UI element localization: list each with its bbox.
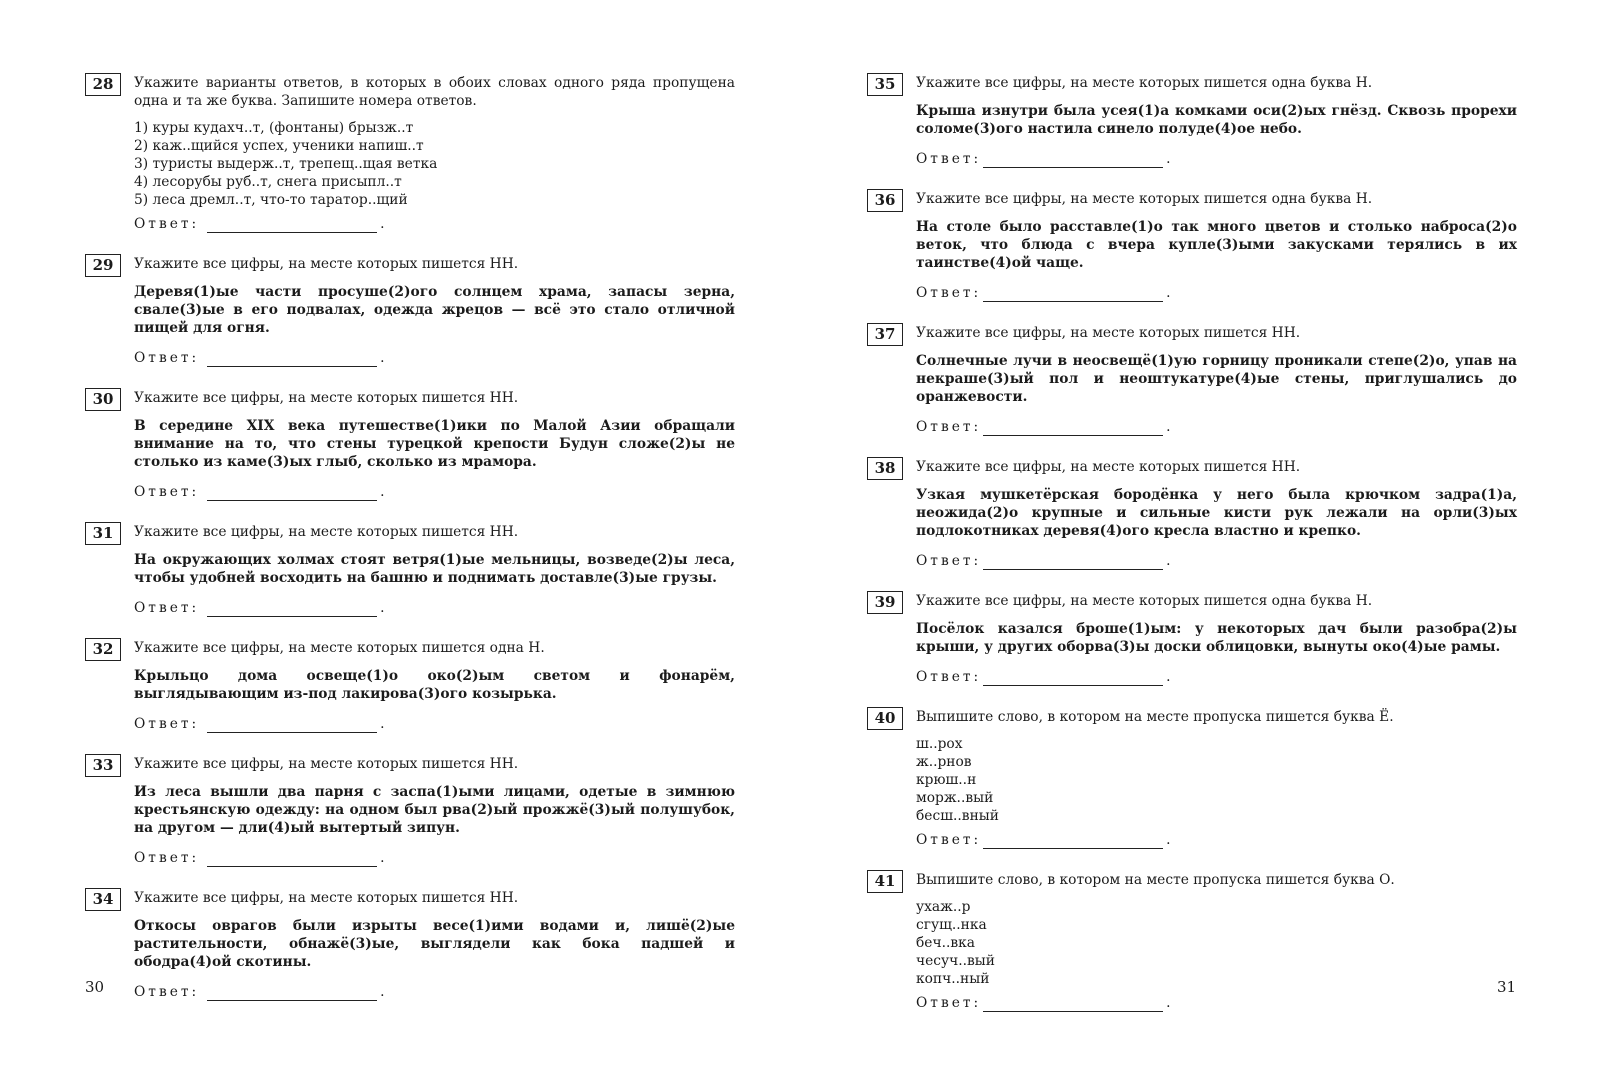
page-number-right: 31 xyxy=(1497,978,1517,996)
word-list xyxy=(916,898,1517,988)
task-number: 28 xyxy=(85,73,121,96)
answer-blank[interactable] xyxy=(207,603,377,617)
task-28 xyxy=(85,74,735,233)
word-item: ухаж..р xyxy=(916,899,971,915)
answer-row: Ответ: . xyxy=(134,600,385,616)
task-question: Укажите все цифры, на месте которых пишется одна буква Н. xyxy=(916,75,1373,91)
word-item: ш..рох xyxy=(916,736,963,752)
option-item: 3) туристы выдерж..т, трепещ..щая ветка xyxy=(134,156,438,172)
task-37 xyxy=(867,324,1517,436)
answer-label: Ответ: xyxy=(134,216,200,232)
answer-blank[interactable] xyxy=(207,487,377,501)
answer-label: Ответ: xyxy=(134,984,200,1000)
answer-label: Ответ: xyxy=(134,484,200,500)
answer-blank[interactable] xyxy=(983,556,1163,570)
answer-label: Ответ: xyxy=(134,716,200,732)
task-29 xyxy=(85,255,735,367)
answer-row: Ответ: . xyxy=(916,419,1171,435)
task-number: 39 xyxy=(867,591,903,614)
task-text: На окружающих холмах стоят ветря(1)ые мельницы, возведе(2)ы леса, чтобы удобней восходить на башню и поднимать доставле(3)ые грузы. xyxy=(134,552,735,586)
task-question: Укажите все цифры, на месте которых пишется НН. xyxy=(134,256,519,272)
task-text: Крыльцо дома освеще(1)о око(2)ым светом и фонарём, выглядывающим из-под лакирова(3)ого козырька. xyxy=(134,668,735,702)
task-number: 35 xyxy=(867,73,903,96)
task-30 xyxy=(85,389,735,501)
task-text: Посёлок казался броше(1)ым: у некоторых дач были разобра(2)ы крыши, у других оборва(3)ы доски облицовки, вынуты око(4)ые рамы. xyxy=(916,621,1517,655)
task-34 xyxy=(85,889,735,1001)
option-item: 2) каж..щийся успех, ученики напиш..т xyxy=(134,138,424,154)
task-text: Солнечные лучи в неосвещё(1)ую горницу проникали степе(2)о, упав на некраше(3)ый пол и неоштукатуре(4)ые стены, приглушались до оранжевости. xyxy=(916,353,1517,405)
answer-blank[interactable] xyxy=(207,353,377,367)
answer-blank[interactable] xyxy=(983,288,1163,302)
task-question: Укажите все цифры, на месте которых пишется одна буква Н. xyxy=(916,593,1373,609)
word-item: морж..вый xyxy=(916,790,994,806)
answer-blank[interactable] xyxy=(983,672,1163,686)
word-item: бесш..вный xyxy=(916,808,999,824)
answer-label: Ответ: xyxy=(134,600,200,616)
task-number: 34 xyxy=(85,888,121,911)
task-question: Укажите все цифры, на месте которых пишется одна Н. xyxy=(134,640,545,656)
task-question: Выпишите слово, в котором на месте пропуска пишется буква Ё. xyxy=(916,709,1394,725)
task-number: 38 xyxy=(867,457,903,480)
option-item: 4) лесорубы руб..т, снега присыпл..т xyxy=(134,174,402,190)
page-number-left: 30 xyxy=(85,978,105,996)
answer-label: Ответ: xyxy=(134,850,200,866)
answer-label: Ответ: xyxy=(916,419,982,435)
task-text: В середине XIX века путешестве(1)ики по Малой Азии обращали внимание на то, что стены турецкой крепости Будун сложе(2)ы не столько из каме(3)ых глыб, сколько из мрамора. xyxy=(134,418,735,470)
answer-row: Ответ: . xyxy=(134,984,385,1000)
task-number: 41 xyxy=(867,870,903,893)
answer-row: Ответ: . xyxy=(134,216,385,232)
answer-row: Ответ: . xyxy=(134,350,385,366)
task-question: Укажите все цифры, на месте которых пишется НН. xyxy=(134,390,519,406)
answer-blank[interactable] xyxy=(207,853,377,867)
task-number: 33 xyxy=(85,754,121,777)
answer-row: Ответ: . xyxy=(916,553,1171,569)
option-item: 1) куры кудахч..т, (фонтаны) брызж..т xyxy=(134,120,414,136)
answer-label: Ответ: xyxy=(916,285,982,301)
task-number: 37 xyxy=(867,323,903,346)
word-item: сгущ..нка xyxy=(916,917,987,933)
task-question: Укажите варианты ответов, в которых в обоих словах одного ряда пропущена одна и та же буква. Запишите номера ответов. xyxy=(134,75,735,109)
answer-blank[interactable] xyxy=(983,154,1163,168)
answer-blank[interactable] xyxy=(207,987,377,1001)
task-text: Крыша изнутри была усея(1)а комками оси(2)ых гнёзд. Сквозь прорехи соломе(3)ого настила синело полуде(4)ое небо. xyxy=(916,103,1517,137)
task-text: Узкая мушкетёрская бородёнка у него была крючком задра(1)а, неожида(2)о крупные и сильные кисти рук лежали на орли(3)ых подлокотниках деревя(4)ого кресла властно и крепко. xyxy=(916,487,1517,539)
task-number: 29 xyxy=(85,254,121,277)
task-40 xyxy=(867,708,1517,849)
word-list xyxy=(916,735,1517,825)
answer-label: Ответ: xyxy=(916,669,982,685)
answer-blank[interactable] xyxy=(207,719,377,733)
word-item: крюш..н xyxy=(916,772,977,788)
answer-blank[interactable] xyxy=(983,998,1163,1012)
task-39 xyxy=(867,592,1517,686)
answer-row: Ответ: . xyxy=(916,832,1171,848)
task-question: Укажите все цифры, на месте которых пишется НН. xyxy=(134,890,519,906)
answer-row: Ответ: . xyxy=(916,285,1171,301)
answer-row: Ответ: . xyxy=(134,484,385,500)
task-number: 40 xyxy=(867,707,903,730)
answer-label: Ответ: xyxy=(916,832,982,848)
task-number: 31 xyxy=(85,522,121,545)
task-35 xyxy=(867,74,1517,168)
task-36 xyxy=(867,190,1517,302)
answer-label: Ответ: xyxy=(916,553,982,569)
answer-label: Ответ: xyxy=(916,995,982,1011)
task-question: Выпишите слово, в котором на месте пропуска пишется буква О. xyxy=(916,872,1395,888)
answer-row: Ответ: . xyxy=(916,995,1171,1011)
task-text: Откосы оврагов были изрыты весе(1)ими водами и, лишё(2)ые растительности, обнажё(3)ые, выглядели как бока падшей и ободра(4)ой скотины. xyxy=(134,918,735,970)
task-38 xyxy=(867,458,1517,570)
task-number: 32 xyxy=(85,638,121,661)
word-item: беч..вка xyxy=(916,935,975,951)
answer-row: Ответ: . xyxy=(134,850,385,866)
answer-row: Ответ: . xyxy=(134,716,385,732)
task-text: На столе было расставле(1)о так много цветов и столько наброса(2)о веток, что блюда с вчера купле(3)ыми закусками терялись в их таинстве(4)ой чаще. xyxy=(916,219,1517,271)
task-text: Деревя(1)ые части просуше(2)ого солнцем храма, запасы зерна, свале(3)ые в его подвалах, одежда жрецов — всё это стало отличной пищей для огня. xyxy=(134,284,735,336)
task-question: Укажите все цифры, на месте которых пишется одна буква Н. xyxy=(916,191,1373,207)
answer-row: Ответ: . xyxy=(916,151,1171,167)
right-page xyxy=(867,74,1517,1034)
answer-blank[interactable] xyxy=(207,219,377,233)
task-31 xyxy=(85,523,735,617)
answer-label: Ответ: xyxy=(916,151,982,167)
answer-blank[interactable] xyxy=(983,422,1163,436)
left-page xyxy=(85,74,735,1023)
task-question: Укажите все цифры, на месте которых пишется НН. xyxy=(134,756,519,772)
task-32 xyxy=(85,639,735,733)
word-item: копч..ный xyxy=(916,971,990,987)
task-number: 30 xyxy=(85,388,121,411)
answer-label: Ответ: xyxy=(134,350,200,366)
task-question: Укажите все цифры, на месте которых пишется НН. xyxy=(916,325,1301,341)
task-41 xyxy=(867,871,1517,1012)
task-text: Из леса вышли два парня с заспа(1)ыми лицами, одетые в зимнюю крестьянскую одежду: на одном был рва(2)ый прожжё(3)ый полушубок, на другом — дли(4)ый вытертый зипун. xyxy=(134,784,735,836)
task-question: Укажите все цифры, на месте которых пишется НН. xyxy=(916,459,1301,475)
task-number: 36 xyxy=(867,189,903,212)
task-question: Укажите все цифры, на месте которых пишется НН. xyxy=(134,524,519,540)
answer-row: Ответ: . xyxy=(916,669,1171,685)
answer-blank[interactable] xyxy=(983,835,1163,849)
option-item: 5) леса дремл..т, что-то таратор..щий xyxy=(134,192,408,208)
word-item: чесуч..вый xyxy=(916,953,995,969)
word-item: ж..рнов xyxy=(916,754,972,770)
task-33 xyxy=(85,755,735,867)
answer-options xyxy=(134,119,735,209)
